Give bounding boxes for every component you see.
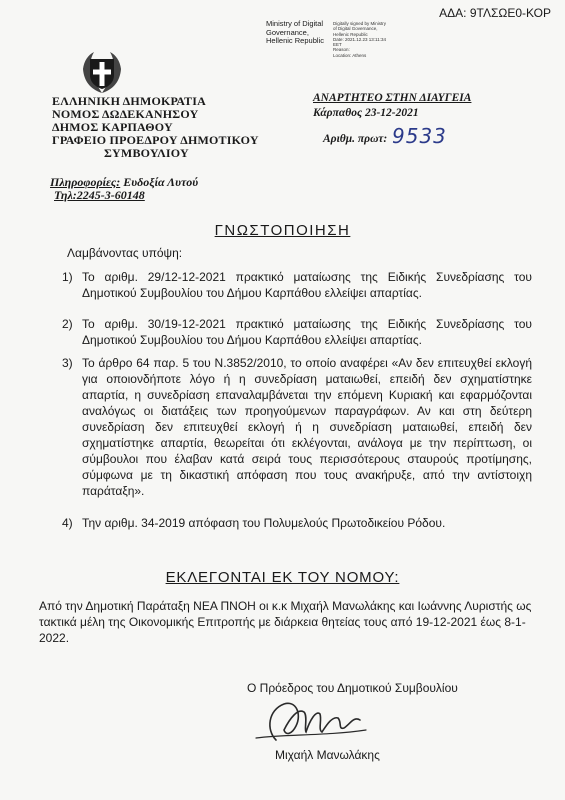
- list-item-text: Το αριθμ. 29/12-12-2021 πρακτικό ματαίωσης της Ειδικής Συνεδρίασης του Δημοτικού Συμβουλίου του Δήμου Καρπάθου ελλείψει απαρτίας.: [82, 270, 532, 300]
- document-date: Κάρπαθος 23-12-2021: [313, 107, 419, 119]
- header-line: ΕΛΛΗΝΙΚΗ ΔΗΜΟΚΡΑΤΙΑ: [52, 94, 206, 108]
- signatory-name: Μιχαήλ Μανωλάκης: [275, 748, 380, 762]
- info-phone: Τηλ:2245-3-60148: [54, 187, 145, 202]
- header-line: ΓΡΑΦΕΙΟ ΠΡΟΕΔΡΟΥ ΔΗΜΟΤΙΚΟΥ: [52, 133, 259, 147]
- contact-info: [50, 176, 198, 201]
- list-item: [62, 515, 532, 531]
- list-item-number: 4): [62, 516, 73, 530]
- signature-detail-line: EET: [333, 42, 342, 48]
- signature-detail-line: Hellenic Republic: [333, 31, 368, 37]
- greek-emblem-icon: [76, 45, 128, 97]
- elected-title: [0, 569, 565, 586]
- signatory-role: Ο Πρόεδρος του Δημοτικού Συμβουλίου: [247, 681, 458, 695]
- handwritten-signature-icon: [246, 690, 396, 750]
- list-item-number: 3): [62, 356, 73, 370]
- header-line: ΔΗΜΟΣ ΚΑΡΠΑΘΟΥ: [52, 120, 173, 134]
- signature-detail-line: Digitally signed by Ministry: [333, 21, 387, 26]
- list-item: [62, 355, 532, 499]
- issuer-header: [52, 95, 259, 160]
- signature-detail-line: Reason:: [333, 47, 350, 53]
- notice-title: [0, 222, 565, 239]
- list-item: [62, 316, 532, 348]
- posting-notice: ΑΝΑΡΤΗΤΕΟ ΣΤΗΝ ΔΙΑΥΓΕΙΑ: [313, 92, 472, 104]
- header-line: ΝΟΜΟΣ ΔΩΔΕΚΑΝΗΣΟΥ: [52, 107, 199, 121]
- signature-detail-line: of Digital Governance,: [333, 26, 378, 32]
- list-item-text: Το αριθμ. 30/19-12-2021 πρακτικό ματαίωσης της Ειδικής Συνεδρίασης του Δημοτικού Συμβουλίου του Δήμου Καρπάθου ελλείψει απαρτίας.: [82, 317, 532, 347]
- list-item-text: Την αριθμ. 34-2019 απόφαση του Πολυμελούς Πρωτοδικείου Ρόδου.: [82, 516, 446, 530]
- list-item-number: 1): [62, 270, 73, 284]
- issuer-line: Ministry of Digital: [266, 19, 324, 28]
- info-name: Ευδοξία Λυτού: [123, 175, 199, 189]
- list-item-number: 2): [62, 317, 73, 331]
- list-item-text: Το άρθρο 64 παρ. 5 του Ν.3852/2010, το οποίο αναφέρει «Αν δεν επιτευχθεί εκλογή για οποιονδήποτε λόγο ή η συνεδρίαση ματαιωθεί, επειδή δεν σχηματίστηκε απαρτία, η συνεδρίαση επαναλαμβάνεται την επόμενη Κυριακή και εφαρμόζονται αναλόγως οι διατάξεις των προηγούμενων παραγράφων. Αν και στη δεύτερη συνεδρίαση δεν επιτευχθεί εκλογή ή η συνεδρίαση ματαιωθεί, επειδή δεν σχηματίστηκε απαρτία, θεωρείται ότι εκλέγονται, ανάλογα με την περίπτωση, οι σύμβουλοι που έλαβαν κατά σειρά τους περισσότερους σταυρούς προτίμησης, σύμφωνα με τη δικαστική απόφαση που τους ανακήρυξε, από την αντίστοιχη παράταξη».: [82, 356, 532, 498]
- issuer-line: Hellenic Republic: [266, 36, 324, 45]
- elected-text: Από την Δημοτική Παράταξη ΝΕΑ ΠΝΟΗ οι κ.κ Μιχαήλ Μανωλάκης και Ιωάννης Λυριστής ως τακτικά μέλη της Οικονομικής Επιτροπής με διάρκεια θητείας τους από 19-12-2021 έως 8-1-2022.: [39, 599, 532, 645]
- info-label: Πληροφορίες:: [50, 175, 121, 189]
- intro-text: Λαμβάνοντας υπόψη:: [67, 246, 183, 260]
- signature-detail-line: Date: 2021.12.23 13:11:34: [333, 36, 386, 42]
- ada-code: ΑΔΑ: 9ΤΛΣΩΕ0-ΚΟΡ: [439, 6, 551, 20]
- signature-detail-line: Location: Athens: [333, 52, 367, 58]
- digital-signature-issuer: [266, 20, 341, 46]
- elected-title-text: ΕΚΛΕΓΟΝΤΑΙ ΕΚ ΤΟΥ ΝΟΜΟΥ:: [165, 569, 400, 586]
- header-line: ΣΥΜΒΟΥΛΙΟΥ: [104, 146, 189, 160]
- list-item: [62, 269, 532, 301]
- issuer-line: Governance,: [266, 27, 309, 37]
- protocol-label: Αριθμ. πρωτ:: [323, 133, 388, 145]
- notice-title-text: ΓΝΩΣΤΟΠΟΙΗΣΗ: [214, 222, 351, 239]
- protocol-number: 9533: [392, 124, 447, 148]
- digital-signature-details: [333, 21, 393, 58]
